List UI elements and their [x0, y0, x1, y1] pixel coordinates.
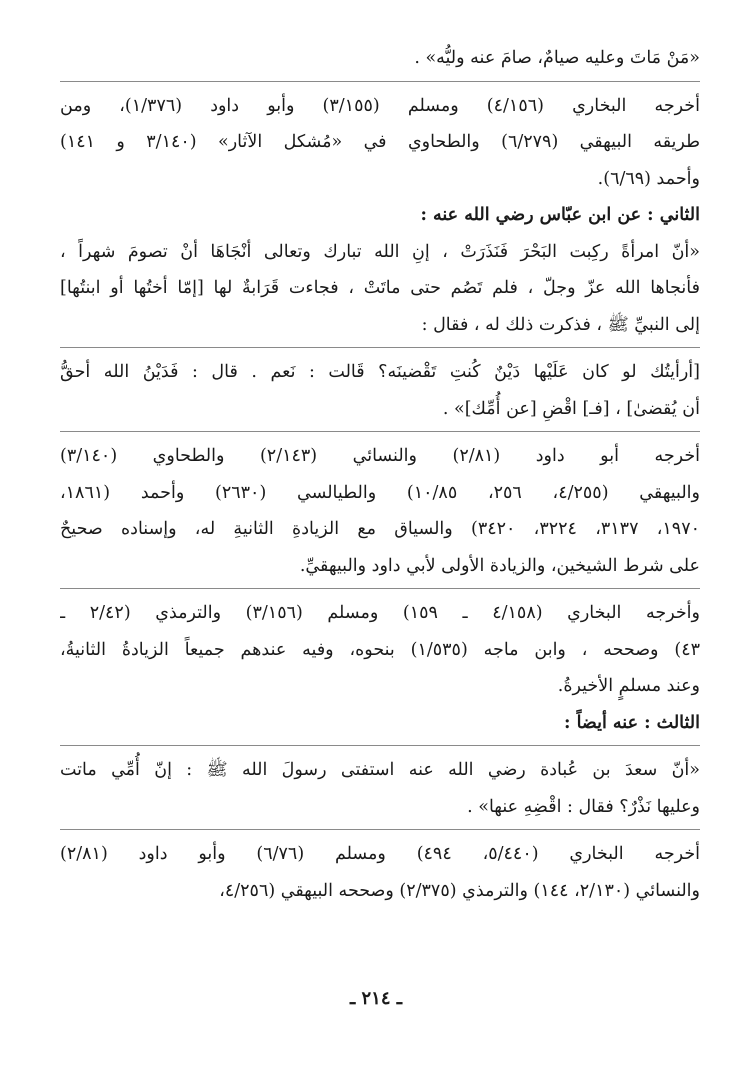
text-line: وعند مسلمٍ الأخيرةُ.: [557, 676, 700, 696]
hadith-quote: [60, 354, 700, 427]
text-line: إلى النبيِّ ﷺ ، فذكرت ذلك له ، فقال :: [421, 314, 700, 335]
text-line: طريقه البيهقي (٦/٢٧٩) والطحاوي في «مُشكل الآثار» (٣/١٤٠ و ١٤١): [60, 132, 700, 152]
text-line: [أرأيتُك لو كان عَلَيْها دَيْنٌ كُنتِ تَقْضينَه؟ قَالت : نَعم . قال : فَدَيْنُ الله أحقُّ: [60, 362, 700, 382]
text-line: والنسائي (٢/١٣٠، ١٤٤) والترمذي (٢/٣٧٥) وصححه البيهقي (٤/٢٥٦،: [219, 880, 700, 901]
citation-paragraph: [60, 595, 700, 705]
text-line: فأنجاها الله عزّ وجلّ ، فلم تَصُم حتى ماتَتْ ، فجاءت قَرَابةٌ لها [إمّا أختُها أو ابنتُها]: [60, 278, 700, 298]
separator-rule: [60, 81, 700, 82]
citation-paragraph: [60, 438, 700, 584]
separator-rule: [60, 588, 700, 589]
text-line: وأحمد (٦/٦٩).: [597, 168, 700, 189]
citation-paragraph: [60, 88, 700, 198]
section-heading: [60, 197, 700, 234]
text-line: «أنّ امرأةً ركِبت البَحْرَ فَنَذَرَتْ ، إنِ الله تبارك وتعالى أنْجَاهَا أنْ تصومَ شهراً ،: [60, 241, 700, 262]
section-heading: [60, 705, 700, 742]
text-line: الثاني : عن ابن عبّاس رضي الله عنه :: [420, 205, 700, 225]
hadith-quote: [60, 752, 700, 825]
separator-rule: [60, 829, 700, 830]
page-number: ـ ٢١٤ ـ: [349, 988, 403, 1009]
hadith-quote: [60, 40, 700, 77]
text-line: «مَنْ مَاتَ وعليه صيامٌ، صامَ عنه وليُّه» .: [414, 48, 700, 68]
text-line: أخرجه البخاري (٤/١٥٦) ومسلم (٣/١٥٥) وأبو داود (١/٣٧٦)، ومن: [60, 95, 700, 116]
text-line: أخرجه أبو داود (٢/٨١) والنسائي (٢/١٤٣) والطحاوي (٣/١٤٠): [60, 446, 700, 466]
text-line: على شرط الشيخين، والزيادة الأولى لأبي داود والبيهقيِّ.: [299, 555, 700, 576]
separator-rule: [60, 347, 700, 348]
separator-rule: [60, 431, 700, 432]
citation-paragraph: [60, 836, 700, 909]
text-line: أن يُقضىٰ] ، [فـ] اقْضِ [عن أُمِّك]» .: [442, 398, 700, 419]
text-line: ٤٣) وصححه ، وابن ماجه (١/٥٣٥) بنحوه، وفيه عندهم جميعاً الزيادةُ الثانيةُ،: [60, 639, 700, 660]
text-line: ١٩٧٠، ٣١٣٧، ٣٢٢٤، ٣٤٢٠) والسياق مع الزيادةِ الثانيةِ له، وإسناده صحيحٌ: [60, 519, 700, 539]
document-page: [60, 40, 700, 1050]
text-line: الثالث : عنه أيضاً :: [564, 712, 700, 733]
hadith-quote: [60, 234, 700, 344]
text-line: وعليها نَذْرٌ؟ فقال : اقْضِهِ عنها» .: [467, 796, 700, 817]
separator-rule: [60, 745, 700, 746]
text-line: وأخرجه البخاري (٤/١٥٨ ـ ١٥٩) ومسلم (٣/١٥٦) والترمذي (٢/٤٢ ـ: [60, 603, 700, 623]
text-line: والبيهقي (٤/٢٥٥، ٢٥٦، ١٠/٨٥) والطيالسي (٢٦٣٠) وأحمد (١٨٦١،: [60, 482, 700, 503]
text-line: أخرجه البخاري (٥/٤٤٠، ٤٩٤) ومسلم (٦/٧٦) وأبو داود (٢/٨١): [60, 844, 700, 864]
text-line: «أنّ سعدَ بن عُبادة رضي الله عنه استفتى رسولَ الله ﷺ : إنّ أُمِّي ماتت: [60, 760, 700, 780]
